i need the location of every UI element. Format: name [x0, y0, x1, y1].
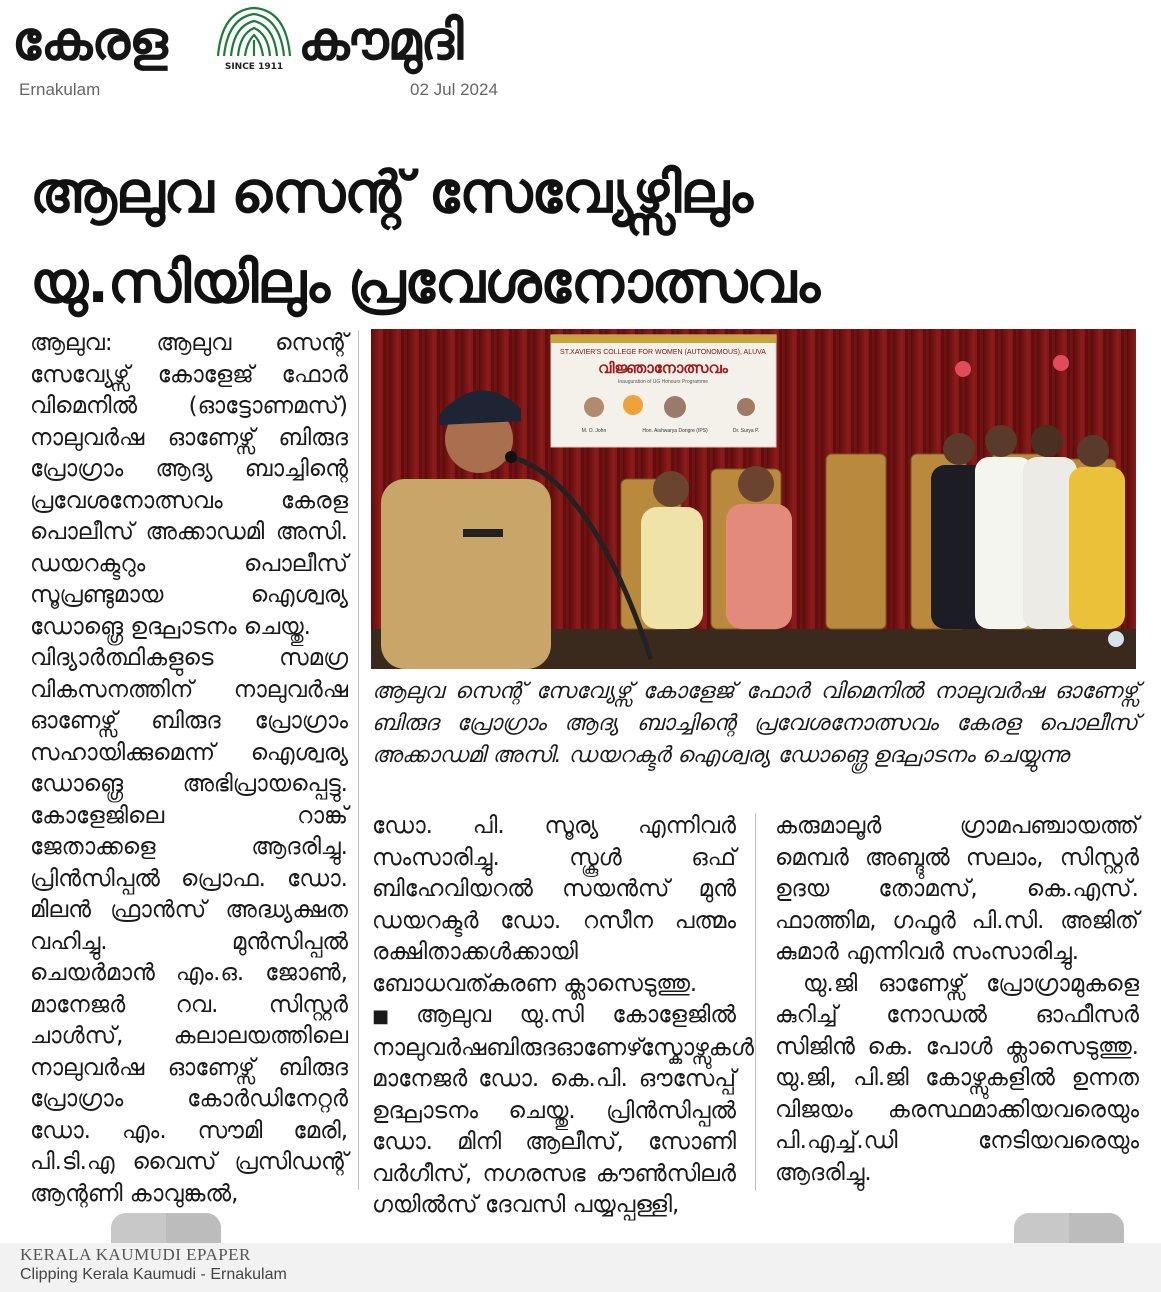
headline [30, 148, 1140, 328]
banner-caption: Inauguration of UG Honours Programme [617, 379, 709, 385]
article-paragraph: കരുമാലൂർ ഗ്രാമപഞ്ചായത്ത് മെമ്പർ അബ്ദുൽ സലാം, സിസ്റ്റർ ഉദയ തോമസ്, കെ.എസ്. ഫാത്തിമ, ഗഫൂർ പി.സി. അജിത് കുമാർ എന്നിവർ സംസാരിച്ചു. [775, 813, 1139, 965]
event-photo [371, 329, 1136, 669]
banner-title: ST.XAVIER'S COLLEGE FOR WOMEN (AUTONOMOUS), ALUVA [560, 349, 766, 356]
date-label: 02 Jul 2024 [410, 80, 498, 99]
masthead [0, 0, 1161, 110]
article-paragraph: യു.ജി ഓണേഴ്സ് പ്രോഗ്രാമുകളെ കുറിച്ച് നോഡൽ ഓഫീസർ സിജിൻ കെ. പോൾ ക്ലാസെടുത്തു. യു.ജി, പി.ജി കോഴ്സുകളിൽ ഉന്നത വിജയം കരസ്ഥമാക്കിയവരെയും പി.എച്ച്.ഡി നേടിയവരെയും ആദരിച്ചു. [775, 970, 1139, 1186]
photo-caption: ആലുവ സെന്റ് സേവ്യേഴ്സ് കോളേജ് ഫോർ വിമെനിൽ നാലുവർഷ ഓണേഴ്സ് ബിരുദ പ്രോഗ്രാം ആദ്യ ബാച്ചിന്റെ പ്രവേശനോത്സവം കേരള പൊലീസ് അക്കാഡമി അസി. ഡയറക്ടർ ഐശ്വര്യ ഡോങ്ഗ്രെ ഉദ്ഘാടനം ചെയ്യുന്നു [372, 679, 1138, 768]
event-photo-illustration [371, 329, 1136, 669]
article-paragraph: ആലുവ: ആലുവ സെന്റ് സേവ്യേഴ്സ് കോളേജ് ഫോർ വിമെനിൽ (ഓട്ടോണമസ്) നാലുവർഷ ഓണേഴ്സ് ബിരുദ പ്രോഗ്രാം ആദ്യ ബാച്ചിന്റെ പ്രവേശനോത്സവം കേരള പൊലീസ് അക്കാഡമി അസി. ഡയറക്ടറും പൊലീസ് സൂപ്രണ്ടുമായ ഐശ്വര്യ ഡോങ്ഗ്രെ ഉദ്ഘാടനം ചെയ്തു. [30, 330, 348, 640]
article-column-2 [372, 811, 754, 1218]
banner-guest-1: M. O. John [581, 428, 607, 434]
footer-subtitle: Clipping Kerala Kaumudi - Ernakulam [20, 1266, 287, 1283]
banner-guest-3: Dr. Surya P. [732, 428, 760, 434]
article-paragraph-text: ആലുവ യു.സി കോളേജിൽ നാലുവർഷബിരുദഓണേഴ്സ്കോഴ്സുകൾ മാനേജർ ഡോ. കെ.പി. ഔസേപ്പ് ഉദ്ഘാടനം ചെയ്തു. പ്രിൻസിപ്പൽ ഡോ. മിനി ആലീസ്, സോണി വർഗീസ്, നഗരസഭ കൗൺസിലർ ഗയിൽസ് ദേവസി പയ്യപ്പള്ളി, [372, 1002, 754, 1218]
brand-name-right: കൗമുദി [298, 9, 463, 72]
square-bullet-icon: ■ [372, 1006, 411, 1027]
column-divider [358, 330, 359, 1190]
banner-guest-2: Hon. Aishwarya Dongre (IPS) [642, 428, 708, 434]
next-page-button[interactable] [1014, 1213, 1124, 1243]
article-column-3 [775, 811, 1139, 1191]
since-label: SINCE 1911 [224, 62, 284, 72]
footer-title: KERALA KAUMUDI EPAPER [20, 1245, 251, 1264]
edition-label: Ernakulam [19, 80, 101, 99]
headline-line-2: യു.സിയിലും പ്രവേശനോത്സവം [30, 250, 820, 316]
article-paragraph [372, 1000, 754, 1222]
next-page-button-half [1069, 1213, 1124, 1243]
article-column-1 [30, 328, 348, 1207]
banner-subtitle: വിജ്ഞാനോത്സവം [598, 359, 728, 377]
brand-name-left: കേരള [12, 9, 167, 72]
article-paragraph: ഡോ. പി. സൂര്യ എന്നിവർ സംസാരിച്ചു. സ്കൂൾ ഒഫ് ബിഹേവിയറൽ സയൻസ് മുൻ ഡയറക്ടർ ഡോ. റസീന പത്മം രക്ഷിതാക്കൾക്കായി ബോധവത്കരണ ക്ലാസെടുത്തു. [372, 813, 736, 997]
previous-page-button-half [166, 1213, 221, 1243]
footer [0, 1243, 1161, 1292]
article-paragraph: വിദ്യാർത്ഥികളുടെ സമഗ്ര വികസനത്തിന് നാലുവർഷ ഓണേഴ്സ് ബിരുദ പ്രോഗ്രാം സഹായിക്കുമെന്ന് ഐശ്വര്യ ഡോങ്ഗ്രെ അഭിപ്രായപ്പെട്ടു. കോളേജിലെ റാങ്ക് ജേതാക്കളെ ആദരിച്ചു. പ്രിൻസിപ്പൽ പ്രൊഫ. ഡോ. മിലൻ ഫ്രാൻസ് അദ്ധ്യക്ഷത വഹിച്ചു. മുൻസിപ്പൽ ചെയർമാൻ എം.ഒ. ജോൺ, മാനേജർ റവ. സിസ്റ്റർ ചാൾസ്, കലാലയത്തിലെ നാലുവർഷ ഓണേഴ്സ് ബിരുദ പ്രോഗ്രാം കോർഡിനേറ്റർ ഡോ. എം. സൗമി മേരി, പി.ടി.എ വൈസ് പ്രസിഡന്റ് ആന്റണി കാവുങ്കൽ, [30, 645, 348, 1207]
column-divider [755, 813, 756, 1191]
headline-line-1: ആലുവ സെന്റ് സേവ്യേഴ്സിലും [30, 160, 752, 226]
previous-page-button[interactable] [111, 1213, 221, 1243]
